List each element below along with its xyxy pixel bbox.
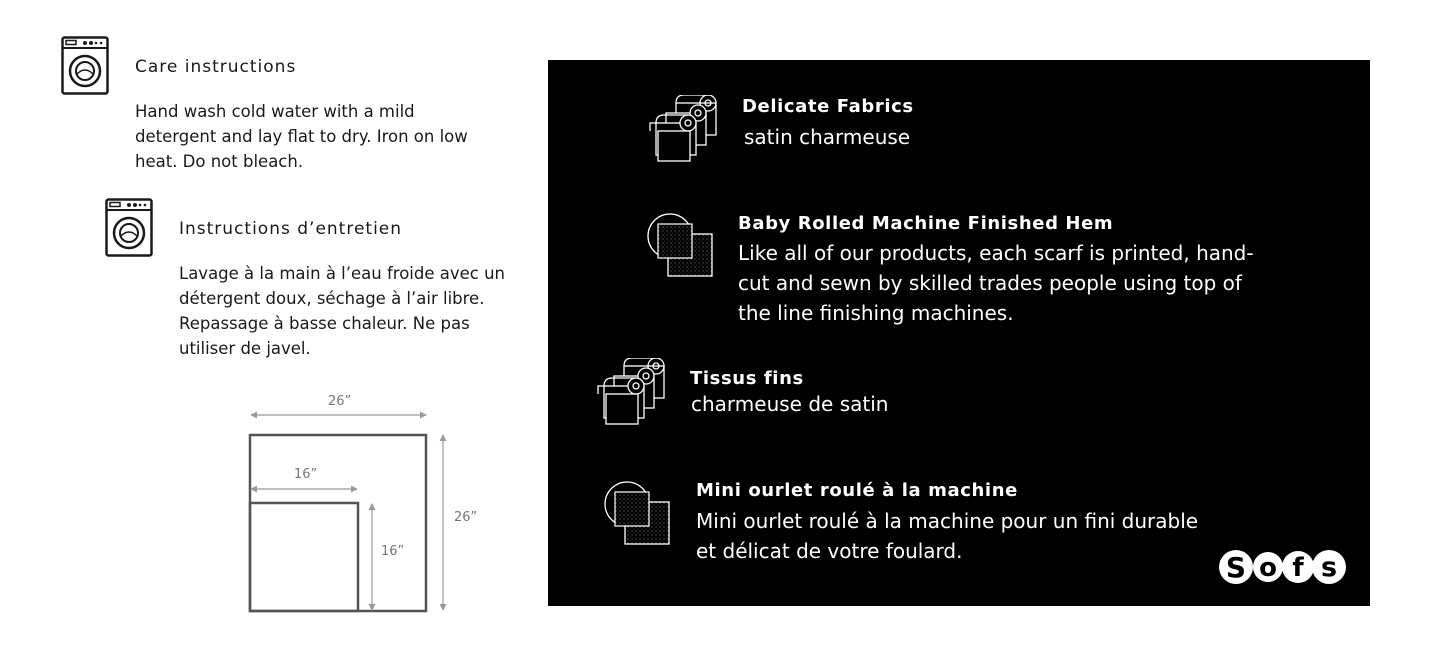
scarf-dimension-diagram [240, 390, 480, 624]
feature-title: Mini ourlet roulé à la machine [696, 480, 1018, 501]
washing-machine-icon [105, 198, 153, 258]
rolled-hem-icon [603, 478, 673, 548]
care-title-fr: Instructions d’entretien [179, 219, 403, 239]
svg-text:S: S [1225, 551, 1247, 584]
feature-title: Baby Rolled Machine Finished Hem [738, 213, 1114, 234]
rolled-hem-icon [646, 210, 716, 280]
inner-height-label: 16” [381, 544, 405, 559]
svg-text:o: o [1259, 553, 1277, 583]
feature-body: charmeuse de satin [691, 392, 889, 416]
outer-width-label: 26” [328, 394, 352, 409]
dimension-lines [240, 390, 480, 620]
svg-text:f: f [1292, 553, 1304, 583]
features-panel [548, 60, 1370, 606]
inner-width-label: 16” [294, 467, 318, 482]
feature-body: Like all of our products, each scarf is printed, hand-cut and sewn by skilled trades people using top of the line finishing machines. [738, 241, 1254, 325]
care-title-en: Care instructions [135, 57, 297, 77]
feature-body: satin charmeuse [744, 125, 911, 149]
feature-title: Delicate Fabrics [742, 96, 914, 117]
fabric-rolls-icon [596, 358, 668, 428]
fabric-rolls-icon [648, 95, 720, 165]
care-body-en: Hand wash cold water with a mild detergent and lay flat to dry. Iron on low heat. Do not bleach. [135, 102, 468, 171]
care-body-fr: Lavage à la main à l’eau froide avec un détergent doux, séchage à l’air libre. Repassage à basse chaleur. Ne pas utiliser de javel. [179, 264, 506, 358]
svg-text:s: s [1320, 552, 1338, 583]
washing-machine-icon [61, 36, 109, 96]
outer-height-label: 26” [454, 510, 478, 525]
feature-body: Mini ourlet roulé à la machine pour un fini durable et délicat de votre foulard. [696, 509, 1199, 563]
feature-title: Tissus fins [690, 368, 804, 389]
sofs-logo [1218, 546, 1348, 588]
